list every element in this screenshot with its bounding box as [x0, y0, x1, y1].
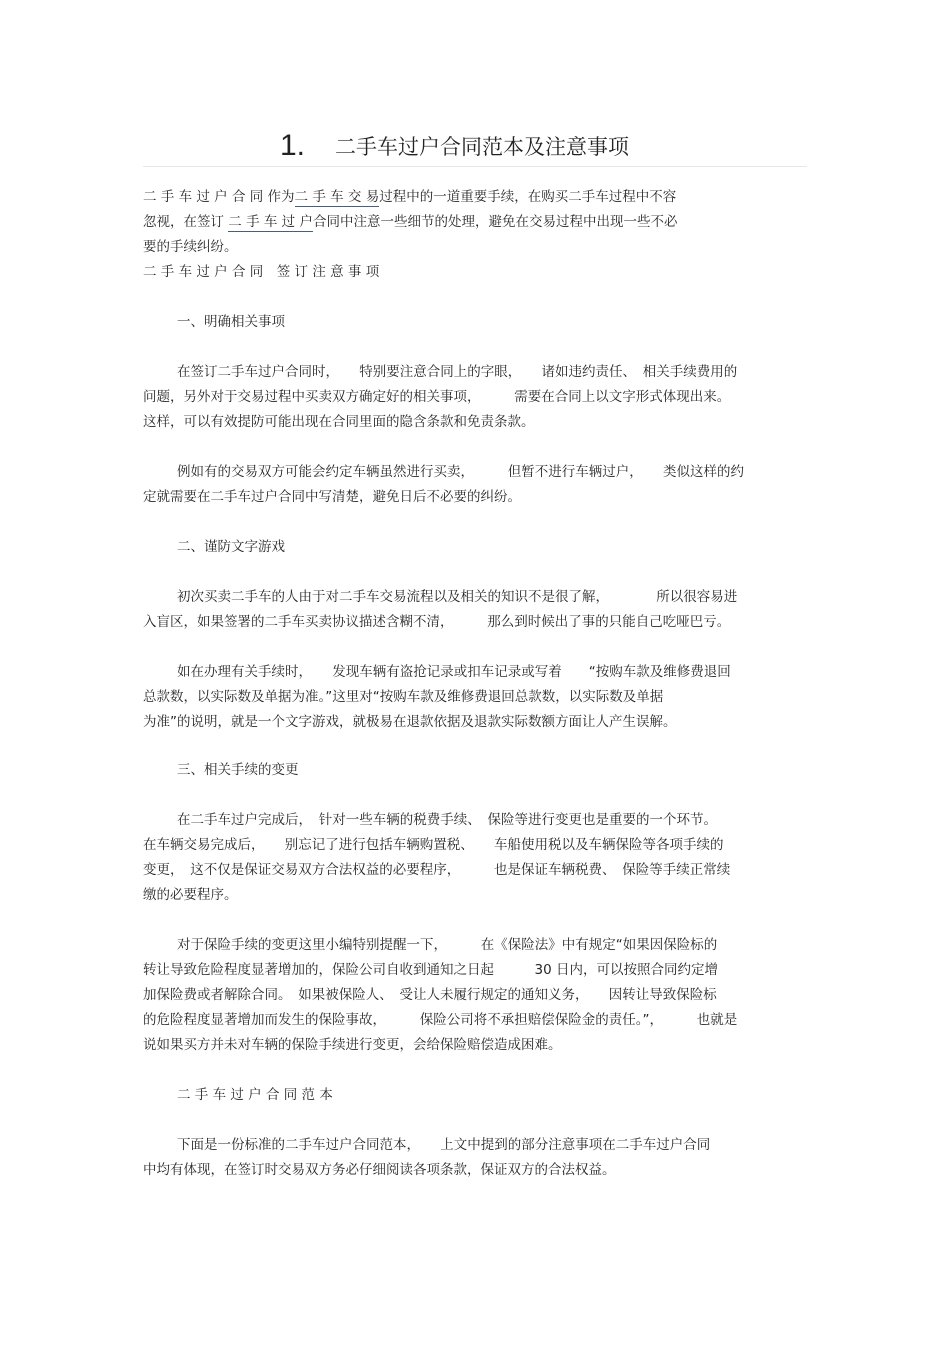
paragraph-line: 问题，另外对于交易过程中买卖双方确定好的相关事项， 需要在合同上以文字形式体现出来。	[143, 389, 731, 405]
section-heading: 二 手 车 过 户 合 同 范 本	[177, 1087, 333, 1103]
intro-text: 过程中的一道重要手续，在购买二手车过程中不容	[379, 189, 677, 205]
paragraph-line: 例如有的交易双方可能会约定车辆虽然进行买卖， 但暂不进行车辆过户， 类似这样的约	[177, 464, 744, 480]
intro-text: 忽视，在签订	[143, 214, 229, 230]
intro-line-3: 要的手续纠纷。	[143, 239, 238, 255]
section-heading: 一、明确相关事项	[177, 314, 285, 330]
paragraph-line: 中均有体现，在签订时交易双方务必仔细阅读各项条款，保证双方的合法权益。	[143, 1162, 616, 1178]
used-car-trade-link[interactable]: 二 手 车 交 易	[294, 189, 380, 205]
paragraph-line: 对于保险手续的变更这里小编特别提醒一下， 在《保险法》中有规定“如果因保险标的	[177, 937, 718, 953]
used-car-transfer-link[interactable]: 二 手 车 过 户	[228, 214, 313, 230]
paragraph-line: 下面是一份标准的二手车过户合同范本， 上文中提到的部分注意事项在二手车过户合同	[177, 1137, 711, 1153]
document-title	[143, 128, 807, 167]
paragraph-line: 变更， 这不仅是保证交易双方合法权益的必要程序， 也是保证车辆税费、 保险等手续正常续	[143, 862, 731, 878]
paragraph-line: 转让导致危险程度显著增加的，保险公司自收到通知之日起 30 日内，可以按照合同约定增	[143, 962, 718, 978]
paragraph-line: 在车辆交易完成后， 别忘记了进行包括车辆购置税、 车船使用税以及车辆保险等各项手续的	[143, 837, 724, 853]
paragraph-line: 说如果买方并未对车辆的保险手续进行变更，会给保险赔偿造成困难。	[143, 1037, 562, 1053]
paragraph-line: 在签订二手车过户合同时， 特别要注意合同上的字眼， 诸如违约责任、 相关手续费用的	[177, 364, 738, 380]
paragraph-line: 为准”的说明，就是一个文字游戏，就极易在退款依据及退款实际数额方面让人产生误解。	[143, 714, 677, 730]
title-text: 二手车过户合同范本及注意事项	[335, 135, 629, 159]
paragraph-line: 这样，可以有效提防可能出现在合同里面的隐含条款和免责条款。	[143, 414, 535, 430]
paragraph-line: 初次买卖二手车的人由于对二手车交易流程以及相关的知识不是很了解， 所以很容易进	[177, 589, 738, 605]
paragraph-line: 的危险程度显著增加而发生的保险事故， 保险公司将不承担赔偿保险金的责任。”， 也就是	[143, 1012, 738, 1028]
section-heading: 三、相关手续的变更	[177, 762, 299, 778]
intro-text: 合同中注意一些细节的处理，避免在交易过程中出现一些不必	[312, 214, 678, 230]
paragraph-line: 加保险费或者解除合同。 如果被保险人、 受让人未履行规定的通知义务， 因转让导致保险标	[143, 987, 717, 1003]
section-heading: 二、谨防文字游戏	[177, 539, 285, 555]
title-number: 1.	[280, 129, 306, 162]
paragraph-line: 定就需要在二手车过户合同中写清楚，避免日后不必要的纠纷。	[143, 489, 521, 505]
intro-text: 二 手 车 过 户 合 同 作为	[143, 189, 295, 205]
section-subtitle: 二 手 车 过 户 合 同 签 订 注 意 事 项	[143, 264, 380, 280]
intro-line-2	[143, 212, 677, 232]
paragraph-line: 入盲区，如果签署的二手车买卖协议描述含糊不清， 那么到时候出了事的只能自己吃哑巴亏。	[143, 614, 731, 630]
paragraph-line: 缴的必要程序。	[143, 887, 238, 903]
paragraph-line: 总款数，以实际数及单据为准。”这里对“按购车款及维修费退回总款数，以实际数及单据	[143, 689, 664, 705]
paragraph-line: 在二手车过户完成后， 针对一些车辆的税费手续、 保险等进行变更也是重要的一个环节。	[177, 812, 717, 828]
paragraph-line: 如在办理有关手续时， 发现车辆有盗抢记录或扣车记录或写着 “按购车款及维修费退回	[177, 664, 731, 680]
intro-line-1	[143, 187, 676, 207]
